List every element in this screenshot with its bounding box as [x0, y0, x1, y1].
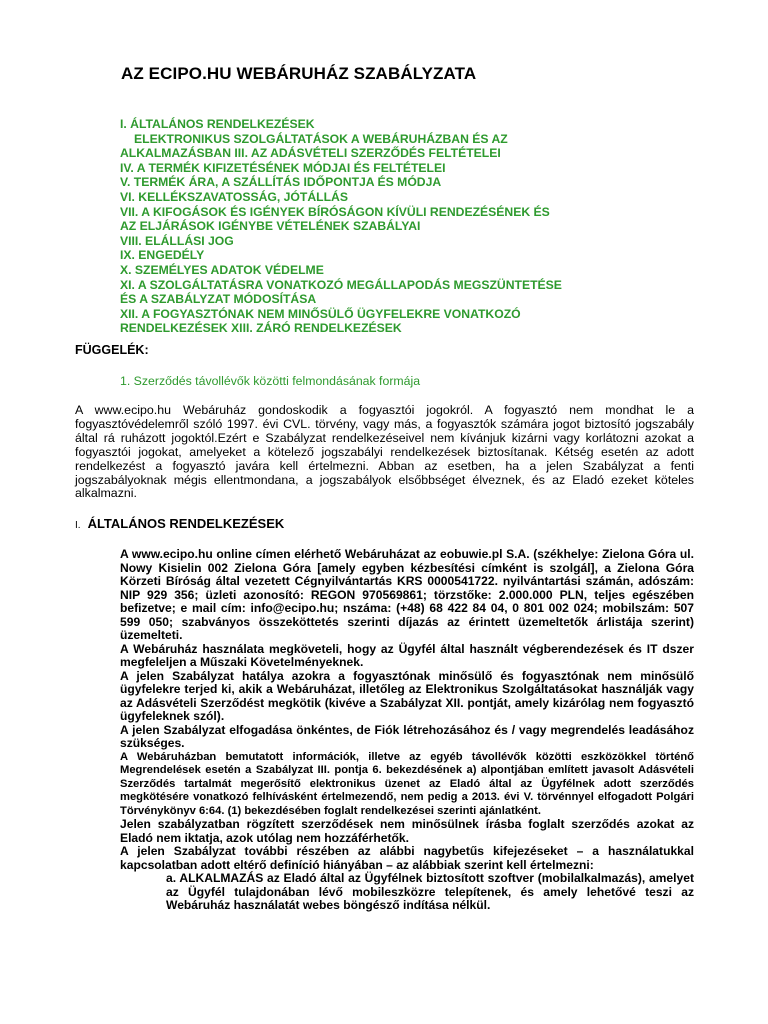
intro-paragraph: A www.ecipo.hu Webáruház gondoskodik a fogyasztói jogokról. A fogyasztó nem mondhat le a fogyasztóvédelemről szóló 1997. évi CVL. törvény, vagy más, a fogyasztók számára jogot biztosító jogszabály által rá ruházott jogoktól.Ezért e Szabályzat rendelkezéseivel nem kívánjuk kizárni vagy korlátozni azokat a fogyasztói jogokat, amelyeket a kötelező jogszabályi rendelkezések biztosítanak. Kétség esetén az adott rendelkezést a fogyasztó javára kell értelmezni. Abban az esetben, ha a jelen Szabályzat a fenti jogszabályoknak mégis ellentmondana, a jogszabályok elsőbbséget élveznek, és az Eladó ezeket köteles alkalmazni. [75, 403, 694, 501]
table-of-contents [120, 117, 620, 336]
appendix-heading: FÜGGELÉK: [75, 343, 149, 357]
toc-item: ALKALMAZÁSBAN III. AZ ADÁSVÉTELI SZERZŐDÉS FELTÉTELEI [120, 146, 501, 161]
toc-item: ELEKTRONIKUS SZOLGÁLTATÁSOK A WEBÁRUHÁZBAN ÉS AZ [134, 131, 508, 146]
section-number: I. [75, 520, 81, 531]
toc-item: X. SZEMÉLYES ADATOK VÉDELME [120, 262, 324, 277]
toc-item: V. TERMÉK ÁRA, A SZÁLLÍTÁS IDŐPONTJA ÉS MÓDJA [120, 175, 442, 190]
paragraph: A Webáruházban bemutatott információk, illetve az egyéb távollévők közötti eszközökkel történő Megrendelések esetén a Szabályzat III. pontja 6. bekezdésének a) alpontjában említett javasolt Adásvételi Szerződés tartalmát megerősítő elektronikus üzenet az Eladó által az Ügyfélnek adott szerződés megkötésére vonatkozó felhívásként értelmezendő, nem pedig a 2013. évi V. törvénnyel elfogadott Polgári Törvénykönyv 6:64. (1) bekezdésében foglalt rendelkezései szerinti ajánlatként. [120, 750, 694, 817]
paragraph: A Webáruház használata megköveteli, hogy az Ügyfél által használt végberendezések és IT dszer megfeleljen a Műszaki Követelményeknek. [120, 641, 694, 669]
section-title: ÁLTALÁNOS RENDELKEZÉSEK [87, 516, 285, 531]
toc-item: XI. A SZOLGÁLTATÁSRA VONATKOZÓ MEGÁLLAPODÁS MEGSZÜNTETÉSE [120, 277, 562, 292]
toc-item: XII. A FOGYASZTÓNAK NEM MINŐSÜLŐ ÜGYFELEKRE VONATKOZÓ [120, 306, 521, 321]
toc-item: VIII. ELÁLLÁSI JOG [120, 233, 234, 248]
definition-item: a. ALKALMAZÁS az Eladó által az Ügyfélnek biztosított szoftver (mobilalkalmazás), amelyet az Ügyfél tulajdonában lévő mobileszközre telepítenek, és amely lehetővé teszi az Webáruház használatát webes böngésző indítása nélkül. [166, 871, 694, 912]
toc-item: IV. A TERMÉK KIFIZETÉSÉNEK MÓDJAI ÉS FELTÉTELEI [120, 160, 446, 175]
toc-item: RENDELKEZÉSEK XIII. ZÁRÓ RENDELKEZÉSEK [120, 321, 402, 336]
paragraph: Jelen szabályzatban rögzített szerződések nem minősülnek írásba foglalt szerződés azokat az Eladó nem iktatja, azok utólag nem hozzáférhetők. [120, 817, 694, 845]
paragraph: A www.ecipo.hu online címen elérhető Webáruházat az eobuwie.pl S.A. (székhelye: Zielona Góra ul. Nowy Kisielin 002 Zielona Góra [amely egyben kézbesítési címként is szolgál], a Zielona Góra Körzeti Bíróság által vezetett Cégnyilvántartás KRS 0000541722. nyilvántartási számán, adószám: NIP 929 356; üzleti azonosító: REGON 970569861; törzstőke: 2.000.000 PLN, teljes egészében befizetve; e mail cím: info@ecipo.hu; nszáma: (+48) 68 422 84 04, 0 801 002 024; mobilszám: 507 599 050; szabványos összeköttetés szerinti díjazás az érintett üzemeltetők árlistája szerint) üzemelteti. [120, 547, 694, 642]
document-title: AZ ECIPO.HU WEBÁRUHÁZ SZABÁLYZATA [121, 64, 477, 83]
paragraph: A jelen Szabályzat hatálya azokra a fogyasztónak minősülő és fogyasztónak nem minősülő ügyfelekre terjed ki, akik a Webáruházat, illetőleg az Elektronikus Szolgáltatásokat használják vagy az Adásvételi Szerződést megkötik (kivéve a Szabályzat XII. pontját, amely kizárólag nem fogyasztó ügyfeleknek szól). [120, 668, 694, 723]
section-body [120, 548, 694, 913]
paragraph: A jelen Szabályzat elfogadása önkéntes, de Fiók létrehozásához és / vagy megrendelés leadásához szükséges. [120, 722, 694, 750]
paragraph: A jelen Szabályzat további részében az alábbi nagybetűs kifejezéseket – a használatukkal kapcsolatban adott eltérő definíció hiányában – az alábbiak szerint kell értelmezni: [120, 844, 694, 872]
section-heading [75, 516, 284, 531]
toc-item: VII. A KIFOGÁSOK ÉS IGÉNYEK BÍRÓSÁGON KÍVÜLI RENDEZÉSÉNEK ÉS [120, 204, 550, 219]
toc-item: VI. KELLÉKSZAVATOSSÁG, JÓTÁLLÁS [120, 189, 348, 204]
toc-item: I. ÁLTALÁNOS RENDELKEZÉSEK [120, 117, 315, 131]
toc-item: AZ ELJÁRÁSOK IGÉNYBE VÉTELÉNEK SZABÁLYAI [120, 219, 421, 234]
appendix-item: 1. Szerződés távollévők közötti felmondásának formája [120, 374, 421, 388]
toc-item: ÉS A SZABÁLYZAT MÓDOSÍTÁSA [120, 292, 317, 307]
toc-item: IX. ENGEDÉLY [120, 248, 205, 263]
